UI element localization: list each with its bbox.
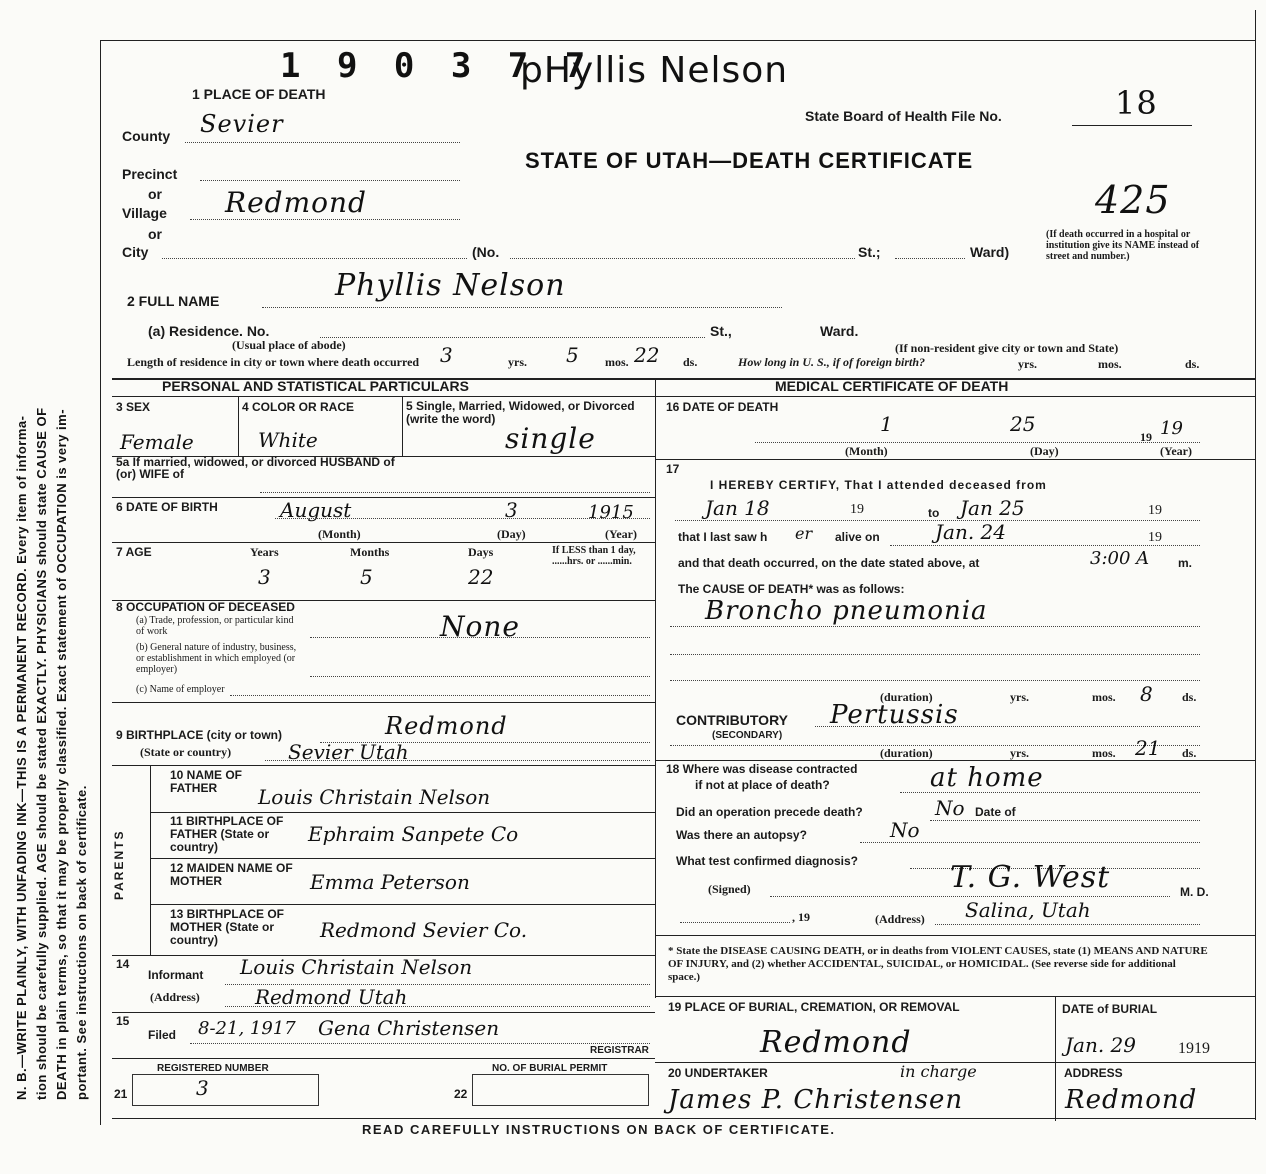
city-line [162,258,467,259]
residence-mos-label: mos. [605,355,629,369]
precinct-label: Precinct [122,166,178,182]
color-divider [402,396,403,456]
burial-year: 1919 [1178,1040,1210,1057]
file-no-line [1072,125,1192,126]
foreign-yrs-label: yrs. [1018,357,1037,371]
side-instructions [0,0,100,1100]
signed-value: T. G. West [950,860,1111,895]
operation-label: Did an operation precede death? [676,805,863,819]
section-heading-rule [112,396,1255,397]
occupation-b: (b) General nature of industry, business, or establishment in which employed (or employer) [136,642,297,675]
father-birthplace-label: 11 BIRTHPLACE OF FATHER (State or country) [170,814,284,854]
informant-address-line [225,1006,650,1007]
occupation-value: None [440,610,520,643]
death-occurred-label: and that death occurred, on the date stated above, at [678,556,980,570]
father-birthplace-value: Ephraim Sanpete Co [308,822,519,846]
side-line-3: DEATH in plain terms, so that it may be properly classified. Exact statement of OCCUPATION is very im- [54,408,69,1100]
mother-birthplace-value: Redmond Sevier Co. [320,918,528,942]
foreign-mos-label: mos. [1098,357,1122,371]
cause-line-3 [670,680,1200,681]
in-charge-note: in charge [900,1062,977,1081]
dod-year-prefix: 19 [1140,430,1152,444]
burial-place: Redmond [760,1025,912,1060]
physician-address-line [935,924,1200,925]
reg-num-22: 22 [454,1087,468,1101]
dod-year: 19 [1160,418,1183,439]
registered-number-handwritten: 425 [1095,178,1171,222]
cause-line-2 [670,654,1200,655]
registered-number-box [132,1074,319,1106]
cause-footnote: * State the DISEASE CAUSING DEATH, or in deaths from VIOLENT CAUSES, state (1) MEANS AND NATURE OF INJURY, and (2) whether ACCIDENTAL, SUICIDAL, or HOMICIDAL. (See reverse side for additional space.) [668,945,1208,983]
informant-label: Informant [148,968,204,982]
precinct-line [200,180,460,181]
dob-month: August [280,498,352,522]
med-rule-1 [655,459,1255,460]
village-line [190,219,460,220]
parents-divider [150,765,151,955]
contributory-line [815,726,1200,727]
dated-line [680,922,790,923]
mother-value: Emma Peterson [310,870,470,894]
residence-label: (a) Residence. No. [148,323,270,339]
village-value: Redmond [225,186,367,219]
row-rule-12 [112,1058,655,1059]
mother-birthplace-label: 13 BIRTHPLACE OF MOTHER (State or country) [170,907,285,947]
physician-address: Salina, Utah [965,898,1091,922]
bottom-rule [112,1118,1255,1119]
med-rule-3 [655,935,1255,936]
village-label: Village [122,205,167,221]
birthplace-state: Sevier Utah [288,740,409,764]
undertaker-label: 20 UNDERTAKER [668,1066,768,1080]
contributory-duration: (duration) [880,746,933,760]
handwritten-name: pHyllis Nelson [520,50,789,91]
full-name-label: 2 FULL NAME [127,293,220,309]
undertaker-address: Redmond [1065,1085,1198,1115]
residence-days: 22 [634,343,660,367]
contracted-line [900,792,1200,793]
burial-permit-label: NO. OF BURIAL PERMIT [492,1063,608,1074]
row-rule-3 [112,542,655,543]
dob-day: 3 [505,498,518,522]
city-st-line [895,258,965,259]
row-rule-8 [150,858,655,859]
registered-number-label: REGISTERED NUMBER [157,1063,269,1074]
full-name-line [262,307,782,308]
side-line-1: N. B.—WRITE PLAINLY, WITH UNFADING INK—THIS IS A PERMANENT RECORD. Every item of informa- [14,415,29,1100]
residence-yrs-label: yrs. [508,355,527,369]
usual-place-caption: (Usual place of abode) [232,338,346,352]
death-time-m: m. [1178,556,1193,570]
occupation-label: 8 OCCUPATION OF DECEASED [116,600,295,614]
marital-value: single [505,422,596,455]
filed-num: 15 [116,1014,130,1028]
physician-address-label: (Address) [875,912,925,926]
dod-year-cap: (Year) [1160,444,1192,458]
certificate-number: 1 9 0 3 7 7 [280,46,594,86]
cause-ds: ds. [1182,690,1197,704]
parents-label: PARENTS [112,829,126,900]
med-rule-2 [655,760,1255,761]
dob-label: 6 DATE OF BIRTH [116,500,218,514]
age-months-cap: Months [350,545,390,559]
residence-line [320,337,705,338]
cause-label: The CAUSE OF DEATH* was as follows: [678,582,905,596]
attended-from: Jan 18 [705,496,770,520]
city-no-line [510,258,855,259]
registered-number-value: 3 [196,1076,209,1100]
what-test-label: What test confirmed diagnosis? [676,854,859,868]
city-label: City [122,244,149,260]
occ-line-b [310,676,650,677]
informant-num: 14 [116,957,130,971]
residence-ward: Ward. [820,323,859,339]
father-label: 10 NAME OF FATHER [170,768,243,795]
city-no-label: (No. [472,244,500,260]
cause-value: Broncho pneumonia [705,596,988,626]
row-rule-2 [112,497,655,498]
dod-day: 25 [1010,412,1036,436]
mother-label: 12 MAIDEN NAME OF MOTHER [170,861,293,888]
cause-duration: (duration) [880,690,933,704]
or-1: or [148,186,162,202]
frame-left [100,40,101,1125]
sex-divider [238,396,239,456]
certify-text: I HEREBY CERTIFY, That I attended deceased from [710,478,1047,492]
burial-divider [1055,996,1056,1121]
last-saw-year: 19 [1148,530,1162,545]
date-of-label: Date of [975,805,1016,819]
county-label: County [122,128,171,144]
contributory-value: Pertussis [830,700,959,730]
to-label: to [928,506,940,520]
filed-line [190,1043,650,1044]
father-value: Louis Christain Nelson [258,785,491,809]
county-line [185,142,460,143]
occupation-a: (a) Trade, profession, or particular kind of work [136,615,294,637]
md-label: M. D. [1180,885,1209,899]
residence-years: 3 [440,343,453,367]
footer-instructions: READ CAREFULLY INSTRUCTIONS ON BACK OF CERTIFICATE. [362,1122,836,1137]
item-17: 17 [666,462,680,476]
full-name-value: Phyllis Nelson [335,268,566,303]
row-rule-7 [150,812,655,813]
attended-from-year: 19 [850,502,864,517]
last-saw-her: er [795,524,813,543]
dob-day-cap: (Day) [497,527,526,541]
row-rule-9 [150,904,655,905]
age-days: 22 [468,565,494,589]
dob-year-cap: (Year) [605,527,637,541]
burial-date-label: DATE of BURIAL [1062,1002,1158,1016]
file-no-value: 18 [1115,84,1158,122]
registrar-value: Gena Christensen [318,1016,500,1040]
marital-label: 5 Single, Married, Widowed, or Divorced (write the word) [406,399,635,426]
if-not-label: if not at place of death? [695,778,830,792]
cause-line-1 [670,626,1200,627]
birthplace-state-line [265,760,650,761]
spouse-label: 5a If married, widowed, or divorced HUSBAND of (or) WIFE of [116,455,395,481]
occ-line-c [230,695,650,696]
birthplace-label: 9 BIRTHPLACE (city or town) [116,728,283,742]
frame-top [100,40,1255,41]
dated-label: , 19 [792,910,810,924]
color-value: White [258,428,318,452]
column-divider [655,378,656,998]
color-label: 4 COLOR OR RACE [242,400,355,414]
informant-value: Louis Christain Nelson [240,955,473,979]
dod-day-cap: (Day) [1030,444,1059,458]
frame-right [1255,10,1256,1120]
last-saw-label: that I last saw h [678,530,768,544]
place-of-death-label: 1 PLACE OF DEATH [192,86,326,102]
med-rule-4 [655,996,1255,997]
contracted-label: 18 Where was disease contracted [666,762,858,776]
last-saw-line [890,545,1200,546]
birthplace-state-cap: (State or country) [140,745,232,759]
personal-heading: PERSONAL AND STATISTICAL PARTICULARS [162,378,469,394]
contracted-value: at home [930,763,1044,793]
reg-num-21: 21 [114,1087,128,1101]
registrar-label: REGISTRAR [590,1045,649,1056]
medical-heading: MEDICAL CERTIFICATE OF DEATH [775,378,1009,394]
side-line-2: tion should be carefully supplied. AGE should be stated EXACTLY. PHYSICIANS should state CAUSE OF [34,407,49,1100]
undertaker-name: James P. Christensen [668,1085,964,1115]
occupation-c: (c) Name of employer [136,684,225,695]
contributory-mos: mos. [1092,746,1116,760]
contributory-ds-value: 21 [1135,736,1161,760]
age-months: 5 [360,565,373,589]
dob-line [275,518,650,519]
row-rule-5 [112,702,655,703]
contributory-line-2 [670,745,1200,746]
spouse-line [260,492,650,493]
dob-month-cap: (Month) [318,527,361,541]
cause-ds-value: 8 [1140,682,1153,706]
foreign-ds-label: ds. [1185,357,1200,371]
age-years-cap: Years [250,545,279,559]
non-resident-caption: (If non-resident give city or town and State) [895,341,1119,355]
length-of-residence-label: Length of residence in city or town where death occurred [127,355,420,369]
birthplace-city: Redmond [385,712,508,740]
undertaker-address-label: ADDRESS [1064,1066,1123,1080]
attended-to-year: 19 [1148,503,1162,518]
occ-line-a [310,637,650,638]
dod-label: 16 DATE OF DEATH [666,400,779,414]
sex-label: 3 SEX [116,400,151,414]
dod-month: 1 [880,412,893,436]
age-days-cap: Days [468,545,494,559]
age-label: 7 AGE [116,545,152,559]
burial-date: Jan. 29 [1065,1033,1136,1057]
certificate-title: STATE OF UTAH—DEATH CERTIFICATE [525,148,974,173]
filed-label: Filed [148,1028,177,1042]
alive-on-label: alive on [835,530,880,544]
secondary-label: (SECONDARY) [712,730,783,741]
dod-month-cap: (Month) [845,444,888,458]
residence-ds-label: ds. [683,355,698,369]
cause-yrs: yrs. [1010,690,1029,704]
contributory-ds: ds. [1182,746,1197,760]
how-long-label: How long in U. S., if of foreign birth? [738,355,926,369]
or-2: or [148,226,162,242]
last-saw-date: Jan. 24 [935,520,1006,544]
burial-permit-box [472,1074,649,1106]
cause-mos: mos. [1092,690,1116,704]
burial-label: 19 PLACE OF BURIAL, CREMATION, OR REMOVAL [668,1000,960,1014]
signed-line [770,896,1170,897]
autopsy-value: No [890,818,920,842]
signed-label: (Signed) [708,882,751,896]
age-years: 3 [258,565,271,589]
row-rule-11 [112,1012,655,1013]
side-line-4: portant. See instructions on back of certificate. [74,785,89,1100]
informant-address: Redmond Utah [255,985,408,1009]
city-st-label: St.; [858,244,881,260]
filed-value: 8-21, 1917 [198,1018,296,1039]
sex-value: Female [120,430,194,454]
hospital-note: (If death occurred in a hospital or institution give its NAME instead of street and number.) [1046,229,1200,262]
contributory-label: CONTRIBUTORY [676,712,788,728]
operation-line [930,820,1200,821]
residence-months: 5 [566,343,579,367]
city-ward-label: Ward) [970,244,1010,260]
residence-st: St., [710,323,732,339]
death-time: 3:00 A [1090,548,1150,569]
row-rule-6 [112,765,655,766]
file-no-label: State Board of Health File No. [805,108,1002,124]
county-value: Sevier [200,110,284,138]
contributory-yrs: yrs. [1010,746,1029,760]
dob-year: 1915 [588,502,634,523]
autopsy-label: Was there an autopsy? [676,828,807,842]
dod-line [755,442,1200,443]
attended-to: Jan 25 [960,496,1025,520]
autopsy-line [860,842,1200,843]
operation-value: No [935,796,965,820]
informant-address-label: (Address) [150,990,200,1004]
age-less-cap: If LESS than 1 day, ......hrs. or ......min. [552,545,636,567]
